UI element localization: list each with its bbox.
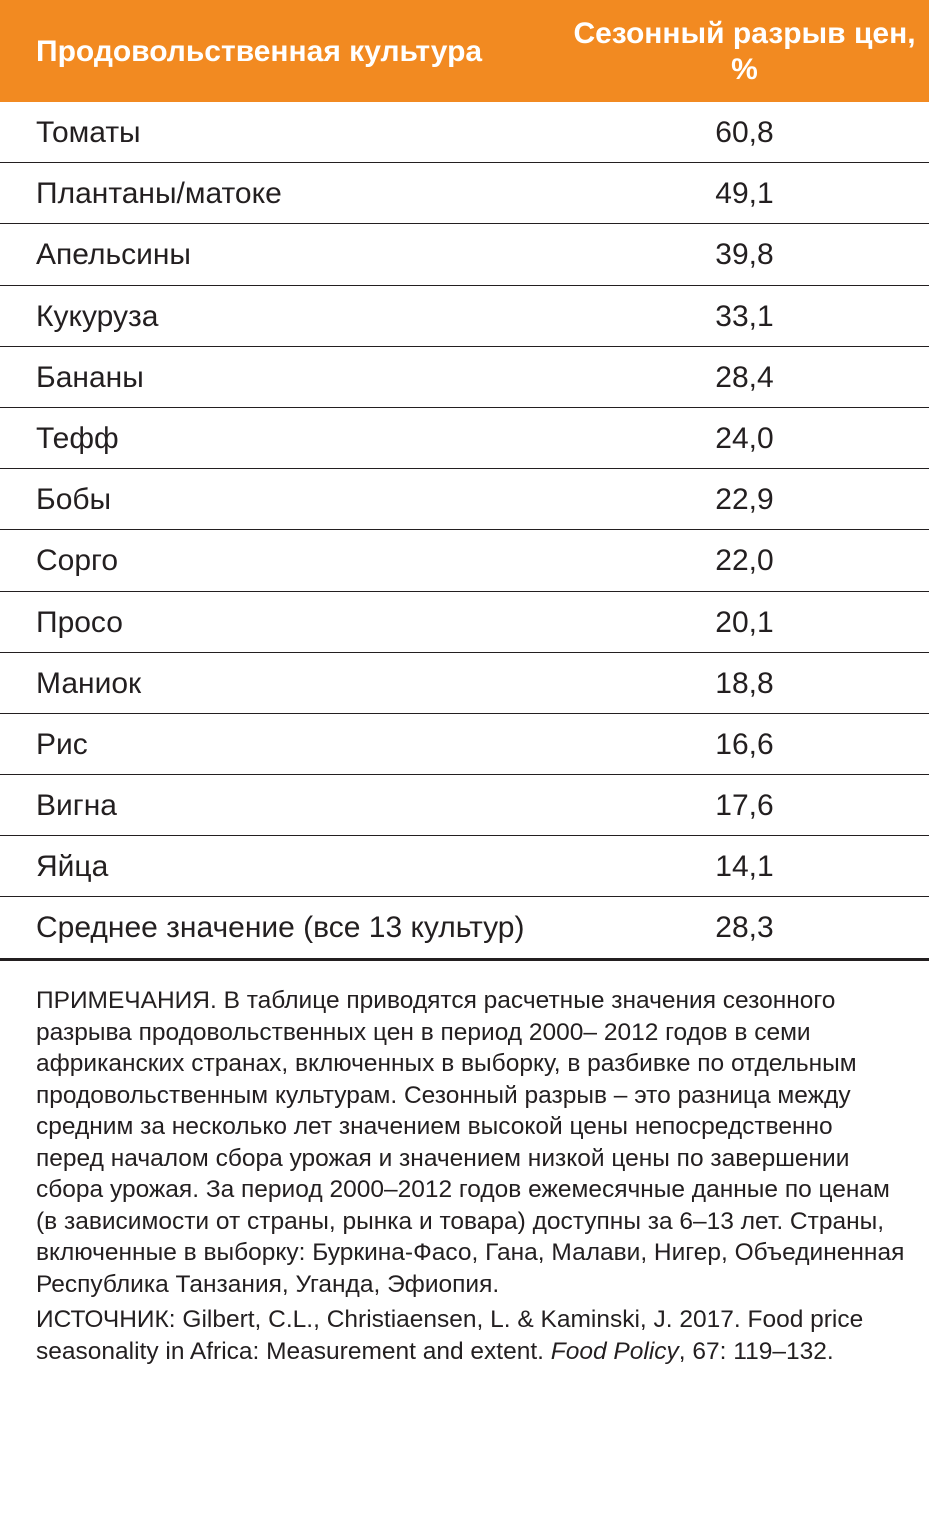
table-row bbox=[0, 836, 929, 897]
price-gap-value: 22,0 bbox=[715, 544, 774, 578]
crop-name: Апельсины bbox=[36, 238, 191, 272]
price-gap-value: 28,4 bbox=[715, 360, 774, 394]
source-pages: , 67: 119–132. bbox=[678, 1337, 834, 1365]
table-row bbox=[0, 347, 929, 408]
table-body bbox=[0, 102, 929, 961]
price-gap-value: 16,6 bbox=[715, 727, 774, 761]
table-notes bbox=[36, 985, 906, 1367]
price-gap-value: 24,0 bbox=[715, 421, 774, 455]
crop-name: Среднее значение (все 13 культур) bbox=[36, 911, 525, 945]
price-gap-value: 60,8 bbox=[715, 116, 774, 149]
table-row bbox=[0, 897, 929, 961]
crop-name: Яйца bbox=[36, 850, 109, 884]
price-gap-value: 14,1 bbox=[715, 850, 774, 884]
crop-name: Тефф bbox=[36, 421, 119, 455]
table-row bbox=[0, 592, 929, 653]
source-citation bbox=[36, 1304, 906, 1367]
crop-name: Сорго bbox=[36, 544, 119, 578]
price-gap-value: 18,8 bbox=[715, 666, 774, 700]
price-gap-value: 20,1 bbox=[715, 605, 774, 639]
crop-name: Кукуруза bbox=[36, 299, 159, 333]
price-gap-value: 22,9 bbox=[715, 483, 774, 517]
price-gap-value: 17,6 bbox=[715, 789, 774, 823]
table-row bbox=[0, 286, 929, 347]
price-gap-value: 39,8 bbox=[715, 238, 774, 272]
crop-name: Бананы bbox=[36, 360, 144, 394]
header-price-gap: Сезонный разрыв цен, % bbox=[573, 17, 916, 86]
table-row bbox=[0, 653, 929, 714]
crop-name: Плантаны/матоке bbox=[36, 177, 282, 211]
crop-name: Просо bbox=[36, 605, 123, 639]
table-row bbox=[0, 408, 929, 469]
crop-name: Рис bbox=[36, 727, 88, 761]
crop-name: Бобы bbox=[36, 483, 112, 517]
header-crop: Продовольственная культура bbox=[36, 35, 483, 68]
table-row bbox=[0, 102, 929, 163]
crop-name: Вигна bbox=[36, 789, 117, 823]
price-gap-value: 28,3 bbox=[715, 911, 774, 945]
table-row bbox=[0, 775, 929, 836]
table-row bbox=[0, 714, 929, 775]
source-journal: Food Policy bbox=[550, 1337, 679, 1365]
crop-name: Томаты bbox=[36, 116, 141, 149]
price-gap-value: 49,1 bbox=[715, 177, 774, 211]
source-text: ИСТОЧНИК: Gilbert, C.L., Christiaensen, L. & Kaminski, J. 2017. Food price seasonality in Africa: Measurement and extent. bbox=[36, 1306, 864, 1365]
notes-text: ПРИМЕЧАНИЯ. В таблице приводятся расчетные значения сезонного разрыва продовольственных цен в период 2000– 2012 годов в семи африканских странах, включенных в выборку, в разбивке по отдельным продовольственным культурам. Сезонный разрыв – это разница между средним за несколько лет значением высокой цены непосредственно перед началом сбора урожая и значением низкой цены по завершении сбора урожая. За период 2000–2012 годов ежемесячные данные по ценам (в зависимости от страны, рынка и товара) доступны за 6–13 лет. Страны, включенные в выборку: Буркина-Фасо, Гана, Малави, Нигер, Объединенная Республика Танзания, Уганда, Эфиопия. bbox=[36, 987, 905, 1298]
table-header bbox=[0, 0, 929, 102]
table-row bbox=[0, 530, 929, 591]
table-row bbox=[0, 224, 929, 285]
crop-name: Маниок bbox=[36, 666, 142, 700]
table-row bbox=[0, 163, 929, 224]
price-gap-value: 33,1 bbox=[715, 299, 774, 333]
table-row bbox=[0, 469, 929, 530]
